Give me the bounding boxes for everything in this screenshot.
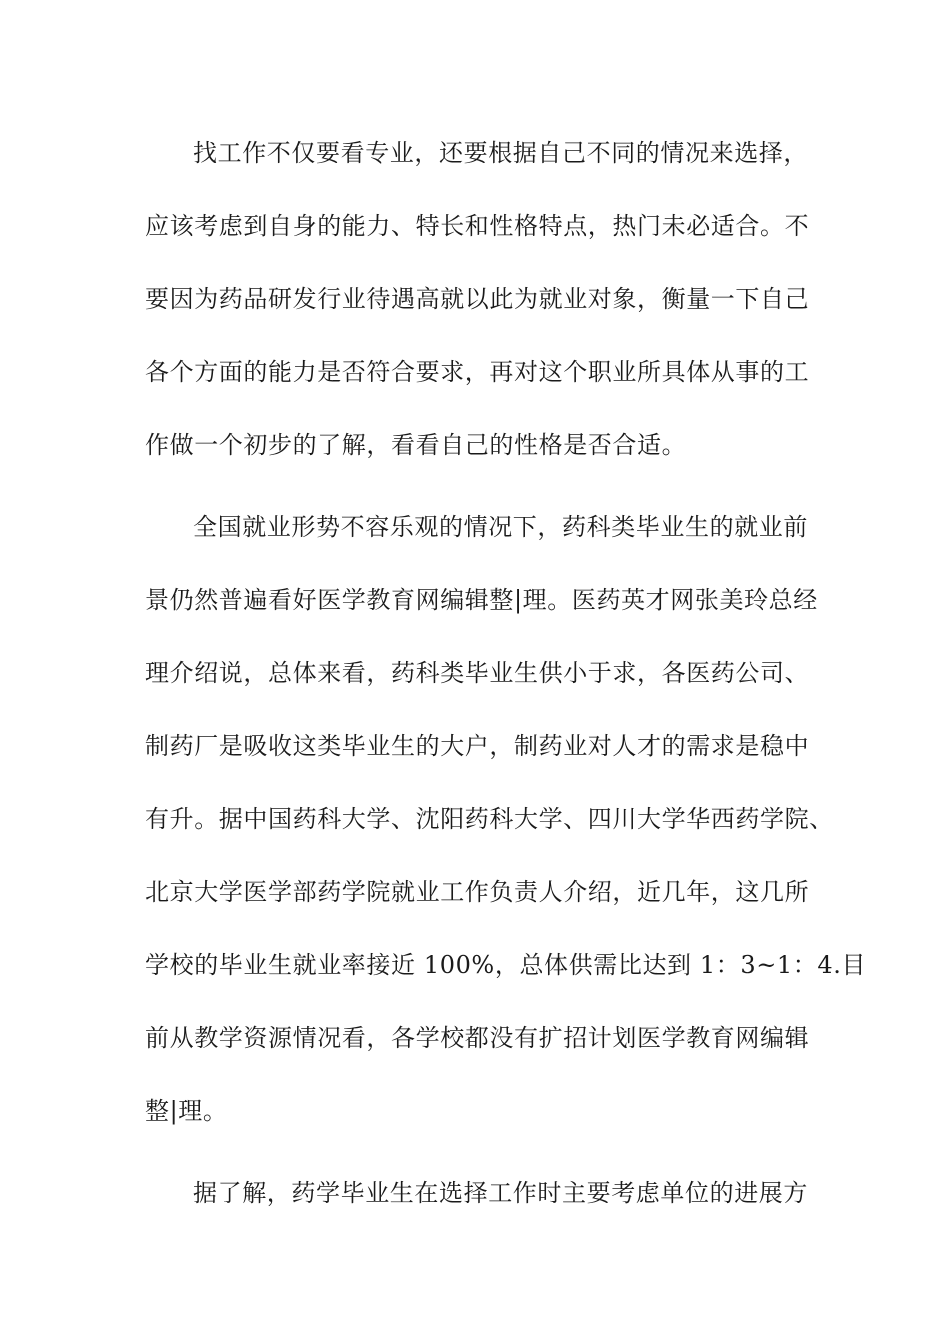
paragraph-2-line-8: 前从教学资源情况看，各学校都没有扩招计划医学教育网编辑 <box>145 1024 810 1052</box>
paragraph-2-line-7: 学校的毕业生就业率接近 100%，总体供需比达到 1：3~1：4.目 <box>145 951 867 979</box>
paragraph-2-line-4: 制药厂是吸收这类毕业生的大户，制药业对人才的需求是稳中 <box>145 732 810 760</box>
paragraph-2-line-2: 景仍然普遍看好医学教育网编辑整|理。医药英才网张美玲总经 <box>145 586 818 614</box>
paragraph-2-line-6: 北京大学医学部药学院就业工作负责人介绍，近几年，这几所 <box>145 878 810 906</box>
paragraph-3-line-1: 据了解，药学毕业生在选择工作时主要考虑单位的进展方 <box>193 1179 808 1207</box>
paragraph-1-line-2: 应该考虑到自身的能力、特长和性格特点，热门未必适合。不 <box>145 212 810 240</box>
paragraph-1-line-3: 要因为药品研发行业待遇高就以此为就业对象，衡量一下自己 <box>145 285 810 313</box>
paragraph-2-line-5: 有升。据中国药科大学、沈阳药科大学、四川大学华西药学院、 <box>145 805 834 833</box>
paragraph-2-line-3: 理介绍说，总体来看，药科类毕业生供小于求，各医药公司、 <box>145 659 810 687</box>
paragraph-1-line-5: 作做一个初步的了解，看看自己的性格是否合适。 <box>145 431 687 459</box>
paragraph-1-line-4: 各个方面的能力是否符合要求，再对这个职业所具体从事的工 <box>145 358 810 386</box>
paragraph-2-line-9: 整|理。 <box>145 1097 228 1125</box>
paragraph-1-line-1: 找工作不仅要看专业，还要根据自己不同的情况来选择， <box>193 139 808 167</box>
paragraph-2-line-1: 全国就业形势不容乐观的情况下，药科类毕业生的就业前 <box>193 513 808 541</box>
